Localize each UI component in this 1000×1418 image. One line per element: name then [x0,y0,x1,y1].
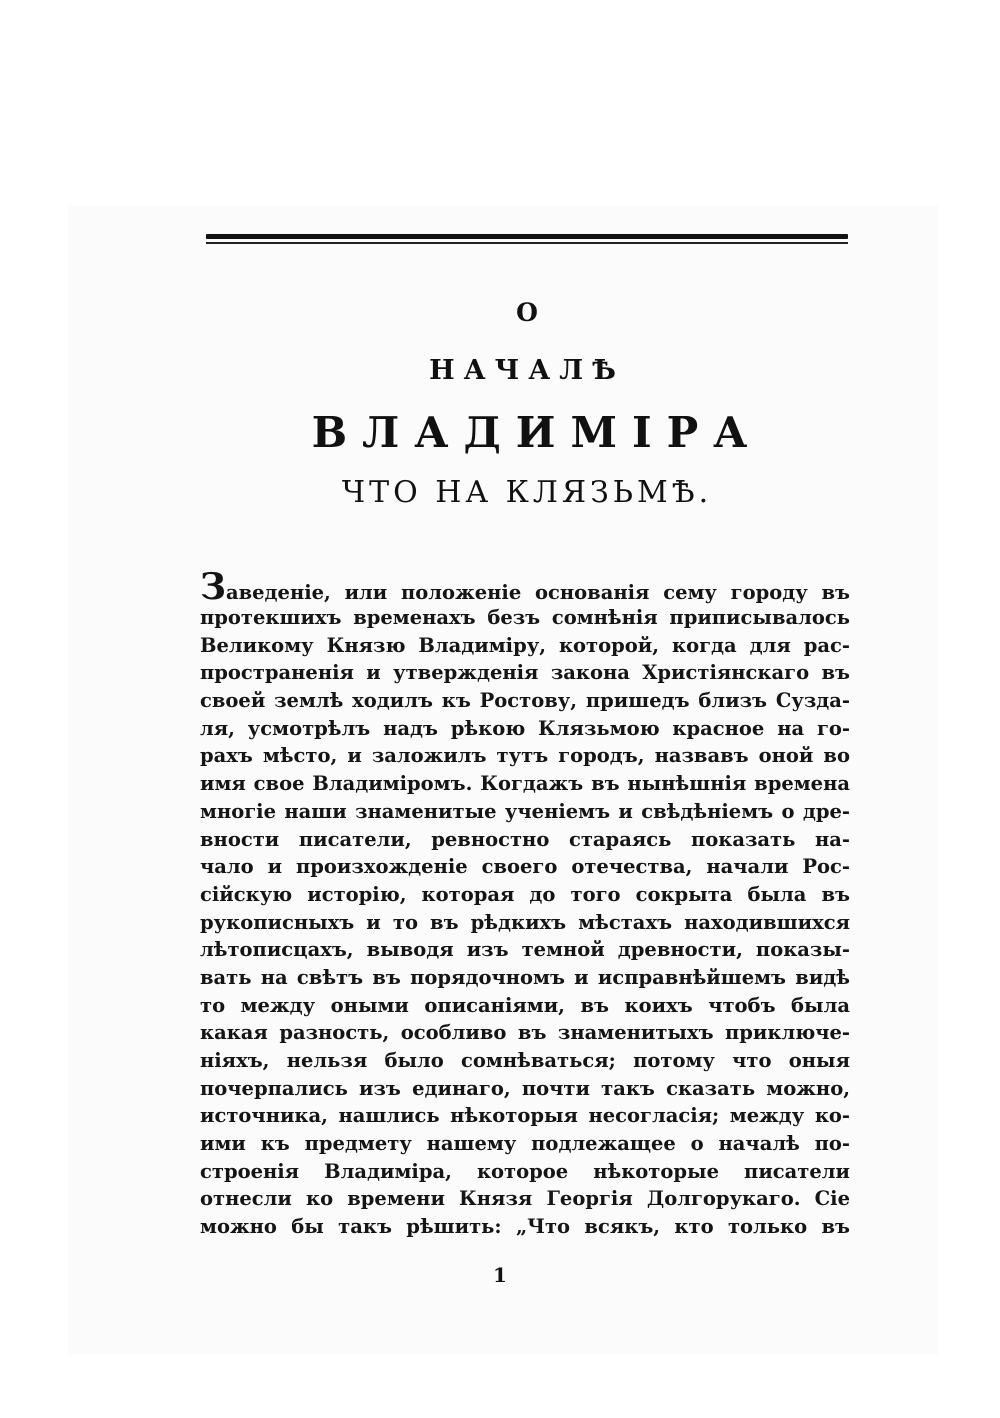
body-line: рахъ мѣсто, и заложилъ тутъ городъ, назвавъ оной во [200,744,850,768]
header-rule-thin [206,242,848,244]
body-line: своей землѣ ходилъ къ Ростову, пришедъ близъ Сузда- [200,689,850,713]
body-line: лѣтописцахъ, выводя изъ темной древности, показы- [200,938,850,962]
body-line: можно бы такъ рѣшить: „Что всякъ, кто только въ [200,1215,850,1239]
body-line: протекшихъ временахъ безъ сомнѣнія приписывалось [200,606,850,629]
page-number: 1 [493,1263,507,1287]
body-line: вности писатели, ревностно стараясь показать на- [200,827,850,851]
heading-nachale: НАЧАЛѢ [429,355,625,386]
body-line: то между оными описаніями, въ коихъ чтобъ была [200,993,850,1017]
heading-o: О [516,298,538,327]
body-line: ими къ предмету нашему подлежащее о началѣ по- [200,1132,850,1156]
drop-cap: З [200,566,226,608]
body-line: чало и произхожденіе своего отечества, начали Рос- [200,855,850,879]
body-line: многіе наши знаменитые ученіемъ и свѣдѣніемъ о дре- [200,799,850,823]
body-line-text: аведеніе, или положеніе основанія сему городу въ [225,581,850,604]
body-line: почерпались изъ единаго, почти такъ сказать можно, [200,1076,850,1100]
body-line: ля, усмотрѣлъ надъ рѣкою Клязьмою красное на го- [200,716,850,740]
body-line: рукописныхъ и то въ рѣдкихъ мѣстахъ находившихся [200,910,850,934]
body-line: источника, нашлись нѣкоторыя несогласія; между ко- [200,1104,850,1128]
body-line: сійскую исторію, которая до того сокрыта была въ [200,882,850,906]
body-line: какая разность, особливо въ знаменитыхъ приключе- [200,1021,850,1045]
body-line: вать на свѣтъ въ порядочномъ и исправнѣйшемъ видѣ [200,965,850,989]
body-line: Великому Князю Владиміру, которой, когда для рас- [200,633,850,657]
body-line: пространенія и утвержденія закона Христіянскаго въ [200,661,850,685]
body-line [200,566,850,608]
heading-klyazme: ЧТО НА КЛЯЗЬМѢ. [341,475,713,510]
body-paragraph [200,566,850,1241]
body-line: отнесли ко времени Князя Георгія Долгорукаго. Сіе [200,1187,850,1211]
body-line: имя свое Владиміромъ. Когдажъ въ нынѣшнія времена [200,772,850,796]
body-line: строенія Владиміра, которое нѣкоторые писатели [200,1159,850,1183]
header-rule-thick [206,234,848,239]
body-line: ніяхъ, нельзя было сомнѣваться; потому что оныя [200,1049,850,1072]
heading-vladimira: ВЛАДИМІРА [311,408,763,457]
